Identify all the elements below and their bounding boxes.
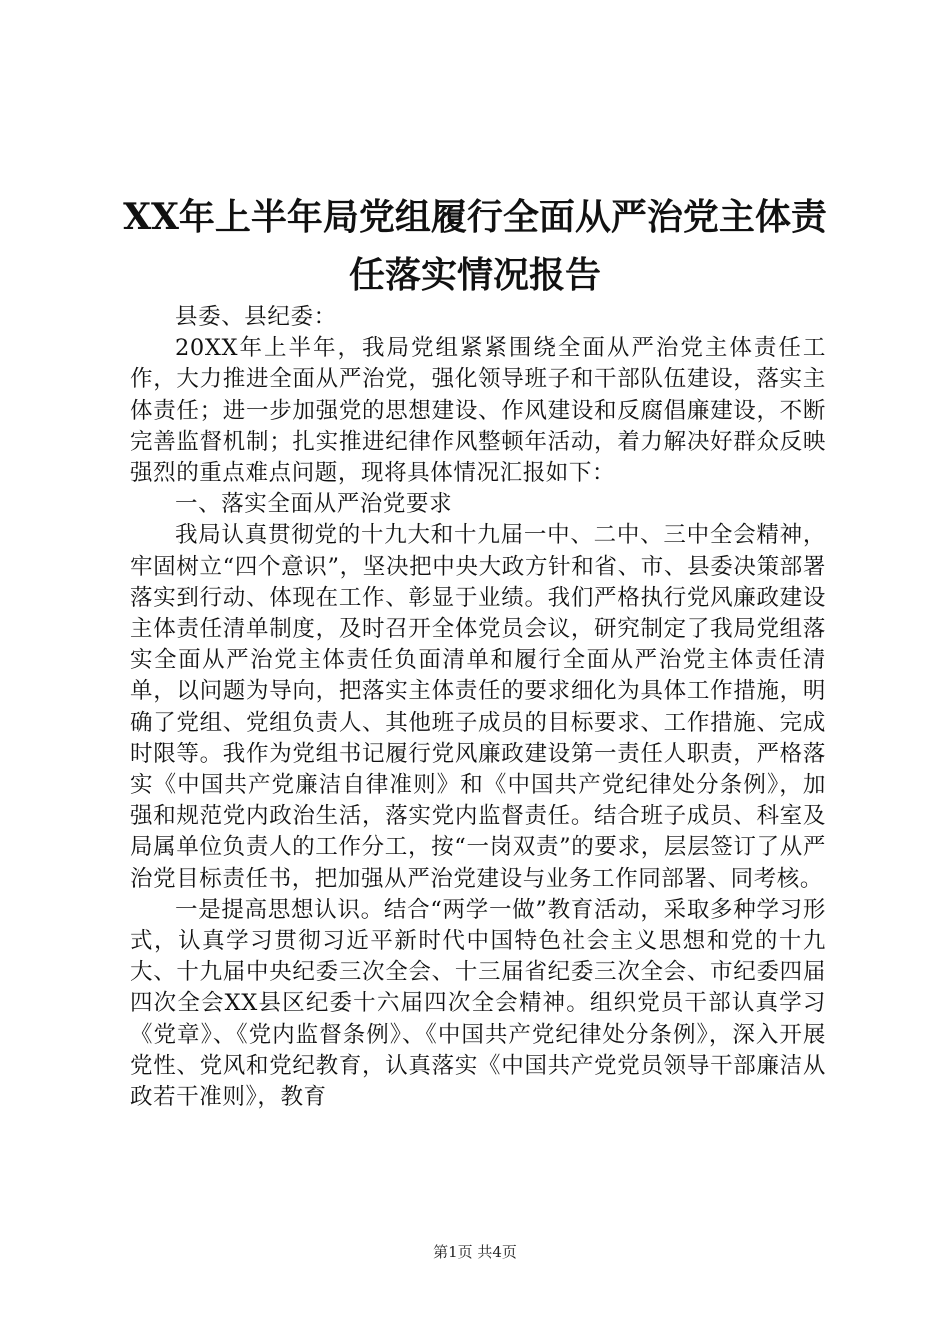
document-body xyxy=(130,302,826,1113)
section-heading: 一、落实全面从严治党要求 xyxy=(175,491,453,518)
paragraph-section-1: 我局认真贯彻党的十九大和十九届一中、二中、三中全会精神，牢固树立“四个意识”，坚决把中央大政方针和省、市、县委决策部署落实到行动、体现在工作、彰显于业绩。我们严格执行党风廉政建设主体责任清单制度，及时召开全体党员会议，研究制定了我局党组落实全面从严治党主体责任负面清单和履行全面从严治党主体责任清单，以问题为导向，把落实主体责任的要求细化为具体工作措施，明确了党组、党组负责人、其他班子成员的目标要求、工作措施、完成时限等。我作为党组书记履行党风廉政建设第一责任人职责，严格落实《中国共产党廉洁自律准则》和《中国共产党纪律处分条例》，加强和规范党内政治生活，落实党内监督责任。结合班子成员、科室及局属单位负责人的工作分工，按“一岗双责”的要求，层层签订了从严治党目标责任书，把加强从严治党建设与业务工作同部署、同考核。 xyxy=(130,522,826,892)
document-title xyxy=(110,188,840,304)
page-footer: 第1页 共4页 xyxy=(433,1243,517,1261)
title-line-2: 任落实情况报告 xyxy=(348,254,601,296)
paragraph-intro: 20XX年上半年，我局党组紧紧围绕全面从严治党主体责任工作，大力推进全面从严治党，强化领导班子和干部队伍建设，落实主体责任；进一步加强党的思想建设、作风建设和反腐倡廉建设，不断完善监督机制；扎实推进纪律作风整顿年活动，着力解决好群众反映强烈的重点难点问题，现将具体情况汇报如下： xyxy=(130,335,826,487)
salutation: 县委、县纪委： xyxy=(175,304,337,330)
title-line-1: XX年上半年局党组履行全面从严治党主体责 xyxy=(123,196,827,238)
paragraph-point-1: 一是提高思想认识。结合“两学一做”教育活动，采取多种学习形式，认真学习贯彻习近平新时代中国特色社会主义思想和党的十九大、十九届中央纪委三次全会、十三届省纪委三次全会、市纪委四届四次全会XX县区纪委十六届四次全会精神。组织党员干部认真学习《党章》、《党内监督条例》、《中国共产党纪律处分条例》，深入开展党性、党风和党纪教育，认真落实《中国共产党党员领导干部廉洁从政若干准则》，教育 xyxy=(130,896,826,1111)
